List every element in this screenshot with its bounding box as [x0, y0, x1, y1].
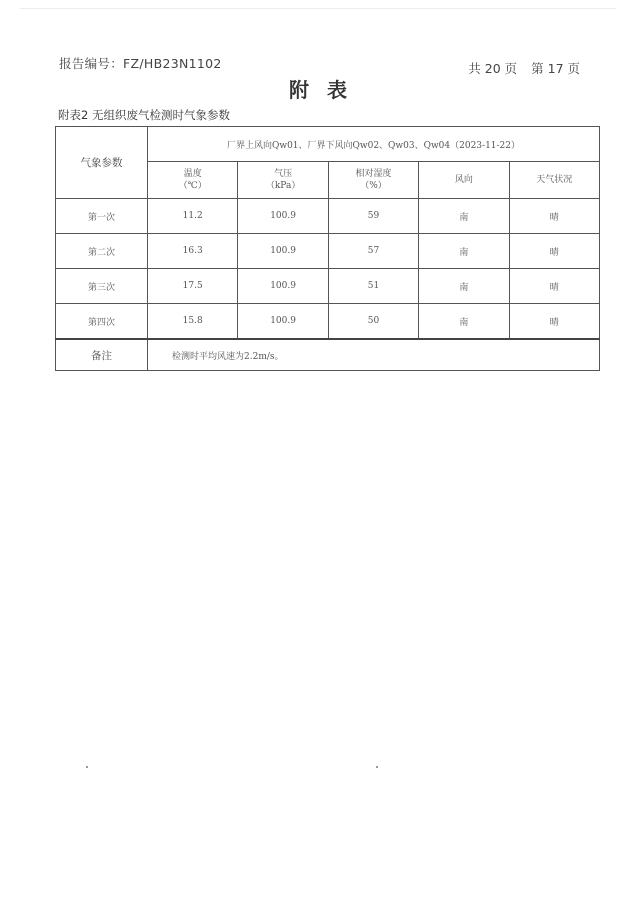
note-text: 检测时平均风速为2.2m/s。 — [148, 339, 600, 371]
table-row — [56, 234, 600, 269]
wind-dir-cell: 南 — [419, 304, 509, 340]
scan-speck — [376, 766, 378, 768]
column-header: 风向 — [419, 162, 509, 199]
table-row — [56, 199, 600, 234]
column-header: 温度 （℃） — [148, 162, 238, 199]
column-header: 气压 （kPa） — [238, 162, 328, 199]
meteorological-table — [55, 126, 600, 371]
weather-cell: 晴 — [509, 304, 599, 340]
humidity-cell: 57 — [328, 234, 418, 269]
wind-dir-cell: 南 — [419, 234, 509, 269]
pressure-cell: 100.9 — [238, 234, 328, 269]
temp-cell: 11.2 — [148, 199, 238, 234]
table-row — [56, 269, 600, 304]
wind-dir-cell: 南 — [419, 199, 509, 234]
column-header: 天气状况 — [509, 162, 599, 199]
table-caption: 附表2 无组织废气检测时气象参数 — [58, 108, 230, 122]
row-label: 第三次 — [56, 269, 148, 304]
temp-cell: 16.3 — [148, 234, 238, 269]
note-label: 备注 — [56, 339, 148, 371]
total-pages: 共 20 页 — [468, 61, 518, 76]
pressure-cell: 100.9 — [238, 304, 328, 340]
row-label: 第二次 — [56, 234, 148, 269]
note-row — [56, 339, 600, 371]
wind-dir-cell: 南 — [419, 269, 509, 304]
report-number: 报告编号：FZ/HB23N1102 — [59, 56, 222, 71]
humidity-cell: 59 — [328, 199, 418, 234]
param-label-cell: 气象参数 — [56, 127, 148, 199]
weather-cell: 晴 — [509, 234, 599, 269]
row-label: 第四次 — [56, 304, 148, 340]
table-header-row — [56, 127, 600, 162]
points-header-cell: 厂界上风向Qw01、厂界下风向Qw02、Qw03、Qw04（2023-11-22） — [148, 127, 600, 162]
humidity-cell: 50 — [328, 304, 418, 340]
weather-cell: 晴 — [509, 199, 599, 234]
current-page: 第 17 页 — [531, 61, 580, 76]
column-header: 相对湿度 （%） — [328, 162, 418, 199]
page-title: 附表 — [289, 78, 365, 102]
temp-cell: 15.8 — [148, 304, 238, 340]
pressure-cell: 100.9 — [238, 269, 328, 304]
weather-cell: 晴 — [509, 269, 599, 304]
table-row — [56, 304, 600, 340]
temp-cell: 17.5 — [148, 269, 238, 304]
humidity-cell: 51 — [328, 269, 418, 304]
scan-edge-line — [20, 8, 616, 9]
row-label: 第一次 — [56, 199, 148, 234]
pressure-cell: 100.9 — [238, 199, 328, 234]
scan-speck — [86, 766, 88, 768]
